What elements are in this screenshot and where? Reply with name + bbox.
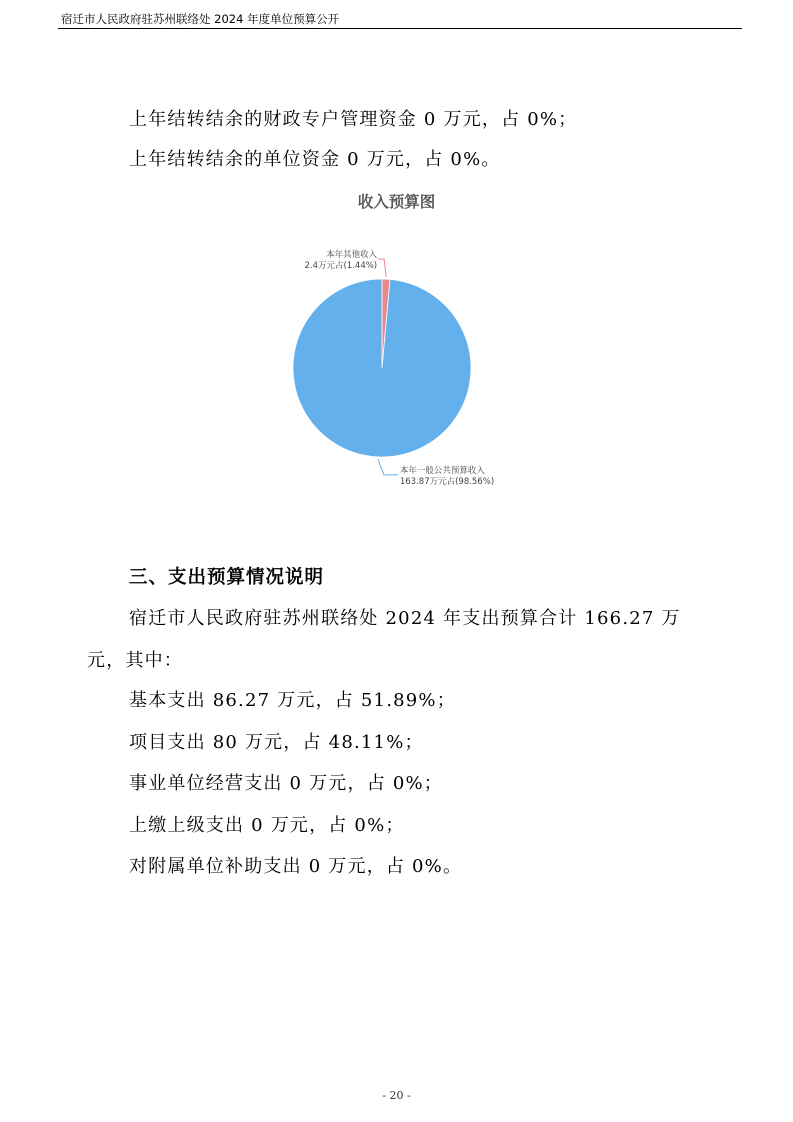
expenditure-item-basic: 基本支出 86.27 万元，占 51.89%； <box>129 690 456 711</box>
expenditure-item-project: 项目支出 80 万元，占 48.11%； <box>129 732 424 753</box>
header-divider <box>58 28 742 29</box>
page-number: - 20 - <box>382 1089 411 1102</box>
expenditure-summary-line1: 宿迁市人民政府驻苏州联络处 2024 年支出预算合计 166.27 万 <box>129 608 681 629</box>
expenditure-summary-line2: 元，其中： <box>87 650 183 671</box>
expenditure-item-business: 事业单位经营支出 0 万元，占 0%； <box>129 773 443 794</box>
leader-line-0 <box>378 259 386 277</box>
slice-label-value-0: 2.4万元占(1.44%) <box>304 261 378 272</box>
chart-title: 收入预算图 <box>357 193 436 211</box>
intro-line-special-account: 上年结转结余的财政专户管理资金 0 万元，占 0%； <box>129 109 578 130</box>
section-heading-expenditure: 三、支出预算情况说明 <box>129 567 325 588</box>
expenditure-item-subsidiary: 对附属单位补助支出 0 万元，占 0%。 <box>129 856 463 877</box>
income-pie-chart <box>250 240 550 500</box>
intro-line-unit-funds: 上年结转结余的单位资金 0 万元，占 0%。 <box>129 149 501 170</box>
slice-label-name-0: 本年其他收入 <box>326 250 378 261</box>
slice-label-name-1: 本年一般公共预算收入 <box>399 465 485 476</box>
slice-label-value-1: 163.87万元占(98.56%) <box>399 476 495 487</box>
pie-slice-1 <box>293 279 471 457</box>
expenditure-item-upper-level: 上缴上级支出 0 万元，占 0%； <box>129 815 405 836</box>
leader-line-1 <box>378 459 398 475</box>
page-header: 宿迁市人民政府驻苏州联络处 2024 年度单位预算公开 <box>61 12 340 26</box>
